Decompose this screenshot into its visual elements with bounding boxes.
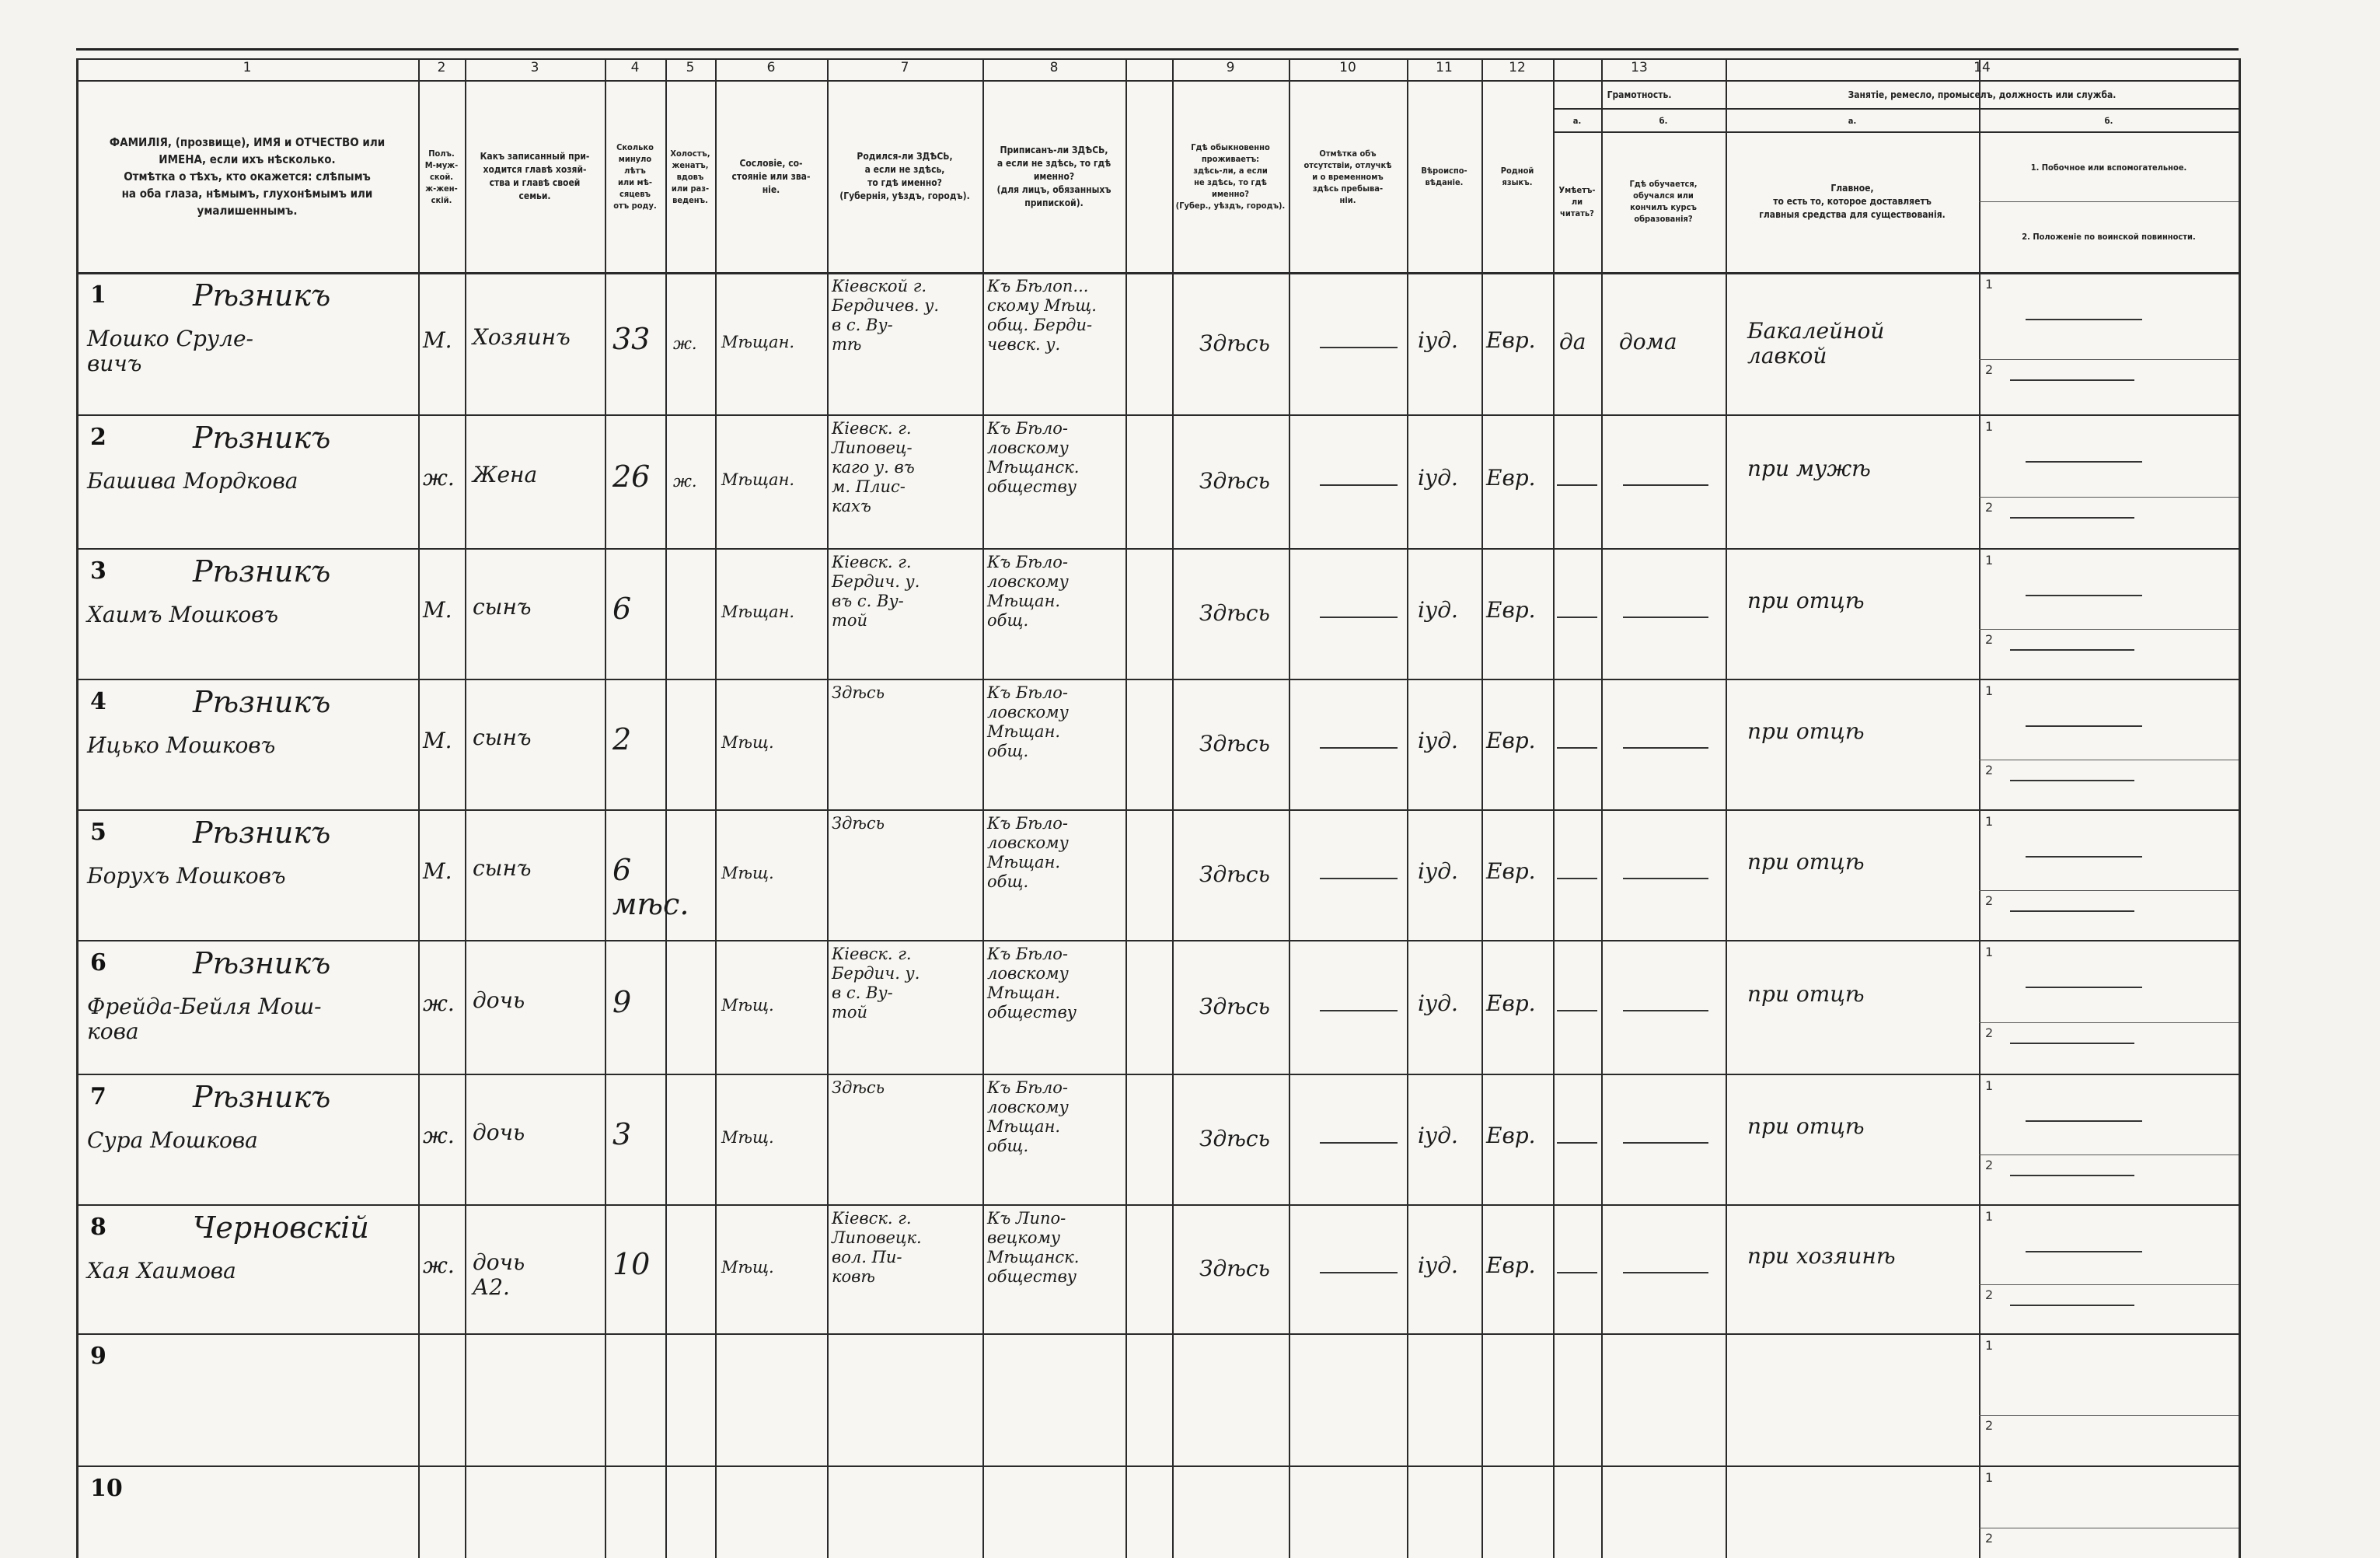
residence: Здѣсь <box>1199 1256 1270 1281</box>
header-bottom-rule <box>76 272 2239 274</box>
row-number: 5 <box>90 819 106 846</box>
birthplace: Кіевск. г. Липовецк. вол. Пи- ковѣ <box>832 1209 922 1286</box>
header-occupation-b-label: б. <box>2104 115 2113 126</box>
sex: ж. <box>423 990 455 1016</box>
blank-dash <box>2026 595 2142 596</box>
birthplace: Кіевск. г. Липовец- каго у. въ м. Плис- кахъ <box>832 419 915 515</box>
literate-dash <box>1557 747 1597 749</box>
religion: іуд. <box>1418 465 1458 491</box>
registration: Къ Бѣло- ловскому Мѣщан. общ. <box>987 683 1069 760</box>
sex: ж. <box>423 1252 455 1278</box>
education-dash <box>1623 617 1708 618</box>
relation: сынъ <box>473 594 532 620</box>
estate: Мѣщ. <box>721 864 774 882</box>
occupation-main: при отцѣ <box>1747 1113 1865 1139</box>
sex: ж. <box>423 465 455 491</box>
registration: Къ Липо- вецкому Мѣщанск. обществу <box>987 1209 1080 1286</box>
row-number: 9 <box>90 1343 106 1370</box>
column-number: 8 <box>1049 60 1059 75</box>
surname: Рѣзникъ <box>193 278 331 313</box>
religion: іуд. <box>1418 990 1458 1016</box>
sub-row-rule <box>1979 497 2239 498</box>
surname: Черновскій <box>193 1210 369 1245</box>
given-name: Сура Мошкова <box>87 1127 258 1153</box>
absence-dash <box>1320 1142 1398 1144</box>
language: Евр. <box>1486 465 1536 491</box>
age: 33 <box>612 321 651 356</box>
birthplace: Здѣсь <box>832 1078 885 1097</box>
row-rule <box>76 1074 2239 1075</box>
row-number: 3 <box>90 557 106 585</box>
row-rule <box>76 548 2239 550</box>
sub-label-2: 2 <box>1985 1025 1994 1040</box>
surname: Рѣзникъ <box>193 554 331 589</box>
sub-label-1: 1 <box>1985 1338 1994 1353</box>
census-sheet <box>76 48 2239 1558</box>
absence-dash <box>1320 347 1398 348</box>
column-number: 2 <box>437 60 446 75</box>
estate: Мѣщ. <box>721 733 774 752</box>
birthplace: Кіевск. г. Бердич. у. в с. Ву- той <box>832 945 920 1022</box>
row-number: 1 <box>90 281 106 309</box>
residence: Здѣсь <box>1199 468 1270 494</box>
header-occupation-a-label: а. <box>1848 115 1857 126</box>
row-number: 7 <box>90 1083 106 1110</box>
absence-dash <box>1320 1272 1398 1273</box>
sub-label-1: 1 <box>1985 553 1994 568</box>
blank-dash <box>2026 856 2142 858</box>
occupation-main: при отцѣ <box>1747 981 1865 1007</box>
sub-label-2: 2 <box>1985 632 1994 647</box>
sub-label-2: 2 <box>1985 1158 1994 1172</box>
age: 6 мѣс. <box>612 853 689 921</box>
language: Евр. <box>1486 728 1536 753</box>
given-name: Ицько Мошковъ <box>87 732 276 758</box>
header-sex: Полъ. М-муж- ской. ж-жен- скій. <box>424 148 459 205</box>
header-literacy-b-label: б. <box>1659 115 1668 126</box>
residence: Здѣсь <box>1199 994 1270 1019</box>
occupation-main: при отцѣ <box>1747 588 1865 613</box>
registration: Къ Бѣло- ловскому Мѣщанск. обществу <box>987 419 1080 496</box>
education-dash <box>1623 1142 1708 1144</box>
row-rule <box>76 1465 2239 1467</box>
relation: сынъ <box>473 855 532 881</box>
given-name: Мошко Сруле- вичъ <box>87 326 253 376</box>
row-rule <box>76 809 2239 811</box>
birthplace: Здѣсь <box>832 814 885 833</box>
sub-label-1: 1 <box>1985 1078 1994 1093</box>
language: Евр. <box>1486 858 1536 884</box>
column-number: 3 <box>530 60 539 75</box>
sex: М. <box>423 858 452 884</box>
sub-label-2: 2 <box>1985 893 1994 908</box>
age: 26 <box>612 459 651 494</box>
education-dash <box>1623 878 1708 879</box>
registration: Къ Бѣло- ловскому Мѣщан. общ. <box>987 553 1069 630</box>
religion: іуд. <box>1418 1123 1458 1148</box>
age: 10 <box>612 1247 651 1281</box>
religion: іуд. <box>1418 597 1458 623</box>
relation: дочь <box>473 987 525 1013</box>
column-number: 6 <box>766 60 776 75</box>
literate-dash <box>1557 484 1597 486</box>
header-marital: Холостъ, женатъ, вдовъ или раз- веденъ. <box>670 148 710 205</box>
sub-label-1: 1 <box>1985 814 1994 829</box>
absence-dash <box>1320 617 1398 618</box>
religion: іуд. <box>1418 327 1458 353</box>
absence-dash <box>1320 747 1398 749</box>
language: Евр. <box>1486 990 1536 1016</box>
literate: да <box>1559 328 1586 355</box>
registration: Къ Бѣло- ловскому Мѣщан. обществу <box>987 945 1077 1022</box>
birthplace: Кіевск. г. Бердич. у. въ с. Ву- той <box>832 553 920 630</box>
row-number: 2 <box>90 424 106 451</box>
blank-dash <box>2010 1175 2134 1176</box>
surname: Рѣзникъ <box>193 685 331 719</box>
header-age: Сколько минуло лѣтъ или мѣ- сяцевъ отъ роду. <box>613 142 657 211</box>
surname: Рѣзникъ <box>193 946 331 980</box>
absence-dash <box>1320 1010 1398 1011</box>
registration: Къ Бѣло- ловскому Мѣщан. общ. <box>987 814 1069 891</box>
residence: Здѣсь <box>1199 1126 1270 1151</box>
header-occupation-b1: 1. Побочное или вспомогательное. <box>2030 162 2187 173</box>
absence-dash <box>1320 484 1398 486</box>
blank-dash <box>2026 461 2142 463</box>
registration: Къ Бѣлоп... скому Мѣщ. общ. Берди- чевск. у. <box>987 277 1097 354</box>
residence: Здѣсь <box>1199 731 1270 756</box>
language: Евр. <box>1486 1123 1536 1148</box>
estate: Мѣщан. <box>721 470 795 489</box>
sub-row-rule <box>1979 1415 2239 1416</box>
religion: іуд. <box>1418 1252 1458 1278</box>
header-occupation-a: Главное, то есть то, которое доставляетъ главныя средства для существованія. <box>1759 182 1946 220</box>
blank-dash <box>2026 1120 2142 1122</box>
sub-label-2: 2 <box>1985 500 1994 515</box>
registration: Къ Бѣло- ловскому Мѣщан. общ. <box>987 1078 1069 1155</box>
blank-dash <box>2010 1305 2134 1306</box>
blank-dash <box>2010 780 2134 781</box>
header-estate: Сословіе, со- стояніе или зва- ніе. <box>731 157 811 195</box>
column-number: 5 <box>686 60 695 75</box>
literate-dash <box>1557 1010 1597 1011</box>
row-rule <box>76 1333 2239 1335</box>
religion: іуд. <box>1418 728 1458 753</box>
sub-label-2: 2 <box>1985 1531 1994 1546</box>
blank-dash <box>2026 987 2142 988</box>
age: 2 <box>612 722 632 756</box>
education-dash <box>1623 1010 1708 1011</box>
language: Евр. <box>1486 327 1536 353</box>
given-name: Хая Хаимова <box>87 1258 236 1284</box>
sub-label-1: 1 <box>1985 277 1994 292</box>
sex: М. <box>423 327 452 353</box>
literate-dash <box>1557 1272 1597 1273</box>
blank-dash <box>2010 910 2134 912</box>
column-number: 10 <box>1339 60 1356 75</box>
residence: Здѣсь <box>1199 330 1270 356</box>
education-dash <box>1623 1272 1708 1273</box>
header-literacy-a: Умѣетъ- ли читать? <box>1558 184 1596 218</box>
marital-status: ж. <box>673 334 697 353</box>
row-rule <box>76 414 2239 416</box>
sub-row-rule <box>1979 890 2239 891</box>
column-number: 13 <box>1631 60 1648 75</box>
given-name: Хаимъ Мошковъ <box>87 602 279 627</box>
header-residence: Гдѣ обыкновенно проживаетъ: здѣсь-ли, а если не здѣсь, то гдѣ именно? (Губер., уѣздъ, городъ). <box>1175 142 1286 211</box>
sub-label-2: 2 <box>1985 362 1994 377</box>
education: дома <box>1619 328 1677 355</box>
language: Евр. <box>1486 597 1536 623</box>
sub-row-rule <box>1979 629 2239 630</box>
sub-row-rule <box>1979 359 2239 360</box>
column-number: 12 <box>1509 60 1526 75</box>
relation: сынъ <box>473 725 532 750</box>
blank-dash <box>2010 649 2134 651</box>
surname: Рѣзникъ <box>193 816 331 850</box>
residence: Здѣсь <box>1199 861 1270 887</box>
surname: Рѣзникъ <box>193 1080 331 1114</box>
occupation-main: при хозяинѣ <box>1747 1243 1896 1269</box>
sub-label-2: 2 <box>1985 1287 1994 1302</box>
estate: Мѣщ. <box>721 1128 774 1147</box>
sub-header-rule <box>1979 201 2239 202</box>
literate-dash <box>1557 617 1597 618</box>
column-number: 1 <box>243 60 252 75</box>
occupation-main: при отцѣ <box>1747 718 1865 744</box>
header-literacy: Грамотность. <box>1607 89 1672 100</box>
given-name: Борухъ Мошковъ <box>87 863 286 889</box>
age: 6 <box>612 592 632 626</box>
sub-label-1: 1 <box>1985 1470 1994 1485</box>
row-number: 10 <box>90 1475 123 1502</box>
religion: іуд. <box>1418 858 1458 884</box>
header-absence: Отмѣтка объ отсутствіи, отлучкѣ и о временномъ здѣсь пребыва- ніи. <box>1303 148 1392 205</box>
blank-dash <box>2026 319 2142 320</box>
sex: ж. <box>423 1123 455 1148</box>
estate: Мѣщ. <box>721 1258 774 1277</box>
header-occupation: Занятіе, ремесло, промыселъ, должность или служба. <box>1848 89 2117 100</box>
row-number: 4 <box>90 688 106 715</box>
header-literacy-a-label: а. <box>1572 115 1582 126</box>
sex: М. <box>423 728 452 753</box>
marital-status: ж. <box>673 472 697 491</box>
occupation-main: при отцѣ <box>1747 849 1865 875</box>
blank-dash <box>2026 1251 2142 1252</box>
row-number: 6 <box>90 949 106 976</box>
absence-dash <box>1320 878 1398 879</box>
estate: Мѣщ. <box>721 996 774 1015</box>
sub-label-1: 1 <box>1985 419 1994 434</box>
residence: Здѣсь <box>1199 600 1270 626</box>
column-number: 7 <box>900 60 909 75</box>
column-number: 9 <box>1226 60 1235 75</box>
column-number: 11 <box>1436 60 1453 75</box>
relation: дочь <box>473 1120 525 1145</box>
estate: Мѣщан. <box>721 332 795 351</box>
given-name: Фрейда-Бейля Мош- кова <box>87 994 322 1044</box>
relation: Жена <box>473 462 538 487</box>
row-rule <box>76 940 2239 941</box>
row-number: 8 <box>90 1214 106 1241</box>
occupation-main: при мужѣ <box>1747 456 1871 481</box>
blank-dash <box>2010 517 2134 519</box>
header-registration: Приписанъ-ли ЗДѢСЬ, а если не здѣсь, то гдѣ именно? (для лицъ, обязанныхъ припиской). <box>996 144 1111 208</box>
column-number: 4 <box>630 60 640 75</box>
blank-dash <box>2026 725 2142 727</box>
sub-row-rule <box>1979 1284 2239 1285</box>
education-dash <box>1623 747 1708 749</box>
literate-dash <box>1557 1142 1597 1144</box>
language: Евр. <box>1486 1252 1536 1278</box>
birthplace: Здѣсь <box>832 683 885 702</box>
relation: Хозяинъ <box>473 323 571 350</box>
header-literacy-b: Гдѣ обучается, обучался или кончилъ курсъ образованія? <box>1629 179 1698 224</box>
sub-label-1: 1 <box>1985 1209 1994 1224</box>
header-religion: Вѣроиспо- вѣданіе. <box>1421 166 1467 187</box>
occupation-main: Бакалейной лавкой <box>1747 317 1885 369</box>
age: 9 <box>612 985 632 1019</box>
header-birthplace: Родился-ли ЗДѢСЬ, а если не здѣсь, то гдѣ именно? (Губернія, уѣздъ, городъ). <box>839 151 970 201</box>
given-name: Башива Мордкова <box>87 468 298 494</box>
sex: М. <box>423 597 452 623</box>
sub-label-1: 1 <box>1985 945 1994 959</box>
row-rule <box>76 679 2239 680</box>
blank-dash <box>2010 379 2134 381</box>
header-occupation-b2: 2. Положеніе по воинской повинности. <box>2022 231 2196 242</box>
estate: Мѣщан. <box>721 603 795 621</box>
education-dash <box>1623 484 1708 486</box>
header-language: Родной языкъ. <box>1500 166 1534 187</box>
header-name: ФАМИЛІЯ, (прозвище), ИМЯ и ОТЧЕСТВО или ИМЕНА, если ихъ нѣсколько. Отмѣтка о тѣхъ, кто окажется: слѣпымъ на оба глаза, нѣмымъ, глухонѣмымъ или умалишеннымъ. <box>109 135 386 218</box>
sub-label-1: 1 <box>1985 683 1994 698</box>
literate-dash <box>1557 878 1597 879</box>
sub-label-2: 2 <box>1985 763 1994 777</box>
surname: Рѣзникъ <box>193 421 331 455</box>
row-rule <box>76 1204 2239 1206</box>
sub-row-rule <box>1979 1022 2239 1023</box>
blank-dash <box>2010 1043 2134 1044</box>
column-number: 14 <box>1973 60 1991 75</box>
age: 3 <box>612 1117 632 1151</box>
sub-label-2: 2 <box>1985 1418 1994 1433</box>
relation: дочь А2. <box>473 1249 525 1300</box>
birthplace: Кіевской г. Бердичев. у. в с. Ву- тѣ <box>832 277 940 354</box>
table-border-vertical <box>2239 58 2241 1558</box>
header-relation: Какъ записанный при- ходится главѣ хозяй- ства и главѣ своей семьи. <box>480 151 590 201</box>
